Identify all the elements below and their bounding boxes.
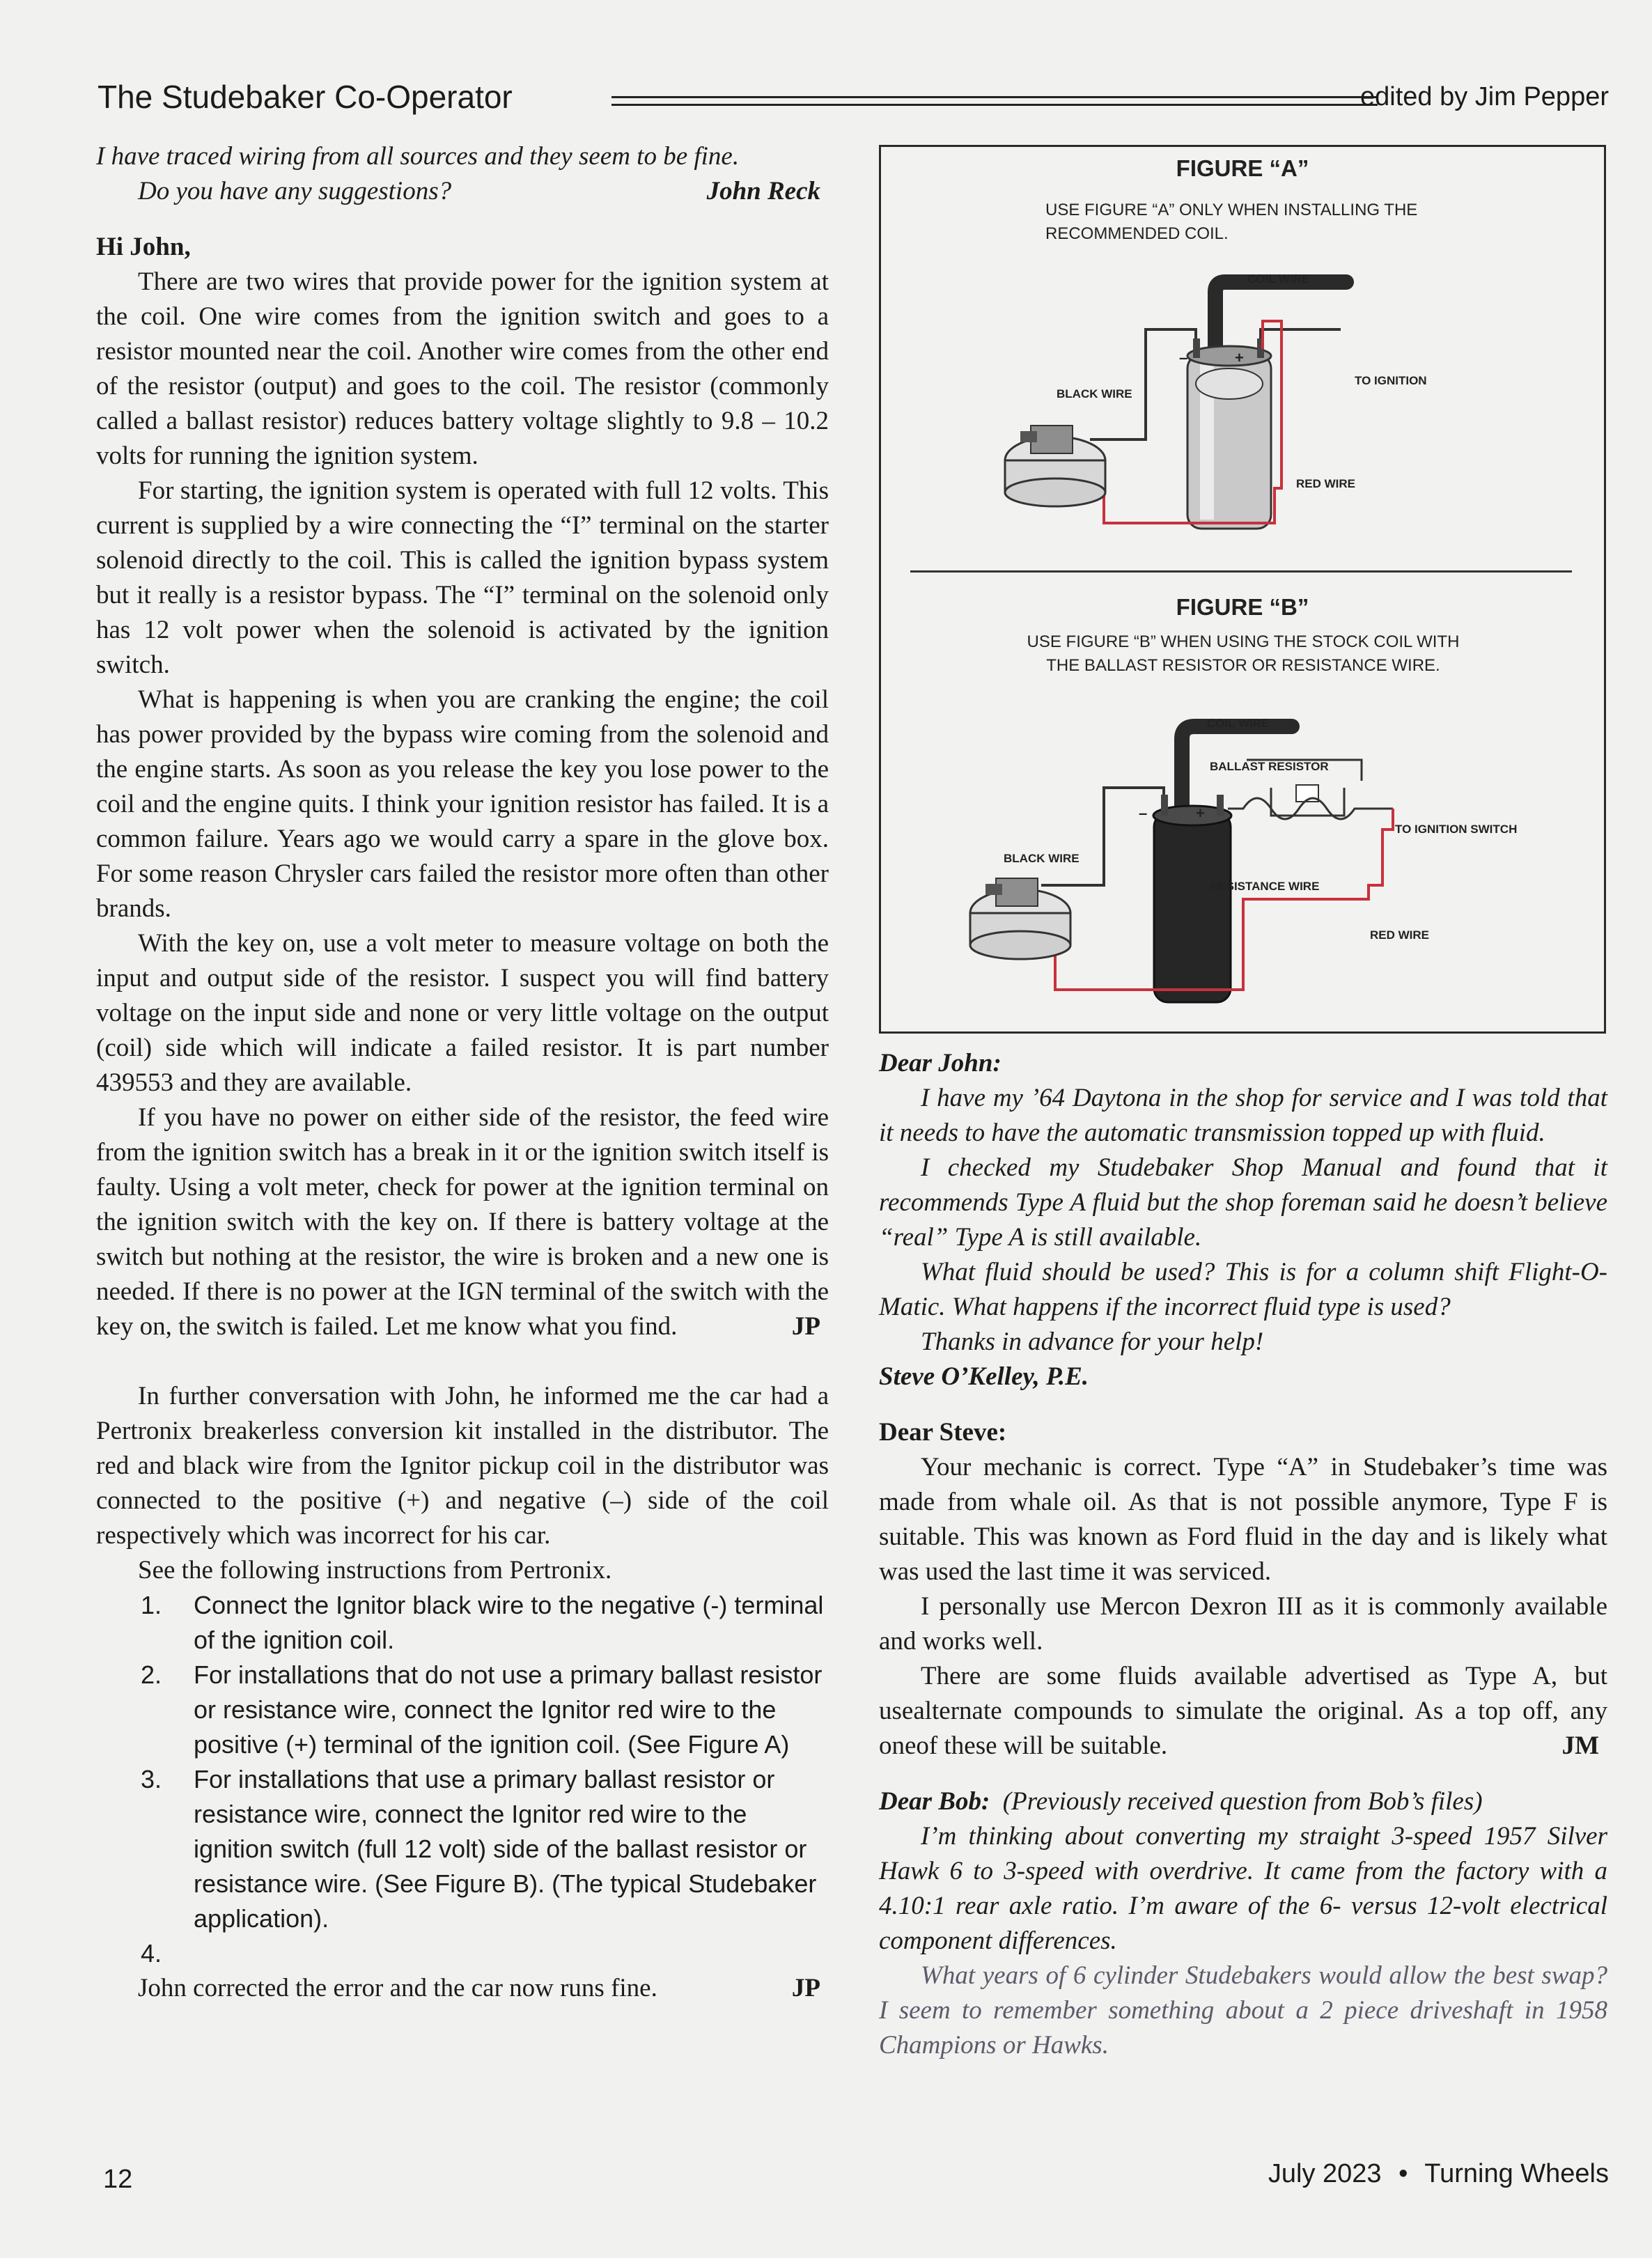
issue-footer — [1268, 2159, 1609, 2189]
minus-sign: – — [1139, 804, 1148, 822]
letter-signature: Steve O’Kelley, P.E. — [879, 1362, 1089, 1391]
letter-paragraph: What fluid should be used? This is for a column shift Flight-O-Matic. What happens if the incorrect fluid type is used? — [879, 1258, 1607, 1321]
reply-paragraph: There are some fluids available advertised as Type A, but usealternate compounds to simulate the original. As a top off, any oneof these will be suitable. JM — [879, 1659, 1607, 1763]
followup-paragraph: In further conversation with John, he informed me the car had a Pertronix breakerless conversion kit installed in the distributor. The red and black wire from the Ignitor pickup coil in the distributor was connected to the positive (+) and negative (–) side of the coil respectively which was incorrect for his car. — [96, 1382, 829, 1550]
plus-sign: + — [1196, 804, 1205, 822]
reply-greeting: Hi John, — [96, 233, 191, 261]
letter-note: (Previously received question from Bob’s files) — [1002, 1787, 1483, 1816]
ignition-wire-shape — [1261, 329, 1341, 338]
closing-paragraph: John corrected the error and the car now runs fine. JP — [96, 1971, 829, 2006]
question-signature-row — [96, 174, 829, 209]
left-column — [96, 139, 829, 2006]
reply-paragraph: Your mechanic is correct. Type “A” in Studebaker’s time was made from whale oil. As that is not possible anymore, Type F is suitable. This was known as Ford fluid in the day and is likely what was used the last time it was serviced. — [879, 1453, 1607, 1586]
plus-sign: + — [1235, 349, 1244, 366]
reply-greeting: Dear Steve: — [879, 1418, 1007, 1447]
figure-a-diagram — [881, 251, 1604, 544]
letter-paragraph: I’m thinking about converting my straight 3-speed 1957 Silver Hawk 6 to 3-speed with overdrive. It came from the factory with a 4.10:1 rear axle ratio. I’m aware of the 6- versus 12-volt electrical component differences. — [879, 1822, 1607, 1955]
reply-paragraph: There are two wires that provide power for the ignition system at the coil. One wire comes from the ignition switch and goes to a resistor mounted near the coil. Another wire comes from the other end of the resistor (output) and goes to the coil. The resistor (commonly called a ballast resistor) reduces battery voltage slightly to 9.8 – 10.2 volts for running the ignition system. — [96, 267, 829, 470]
black-wire-label: BLACK WIRE — [1057, 387, 1132, 400]
wiring-figure-box — [879, 145, 1606, 1034]
reply-signature: JP — [791, 1974, 820, 2002]
reply-paragraph: For starting, the ignition system is operated with full 12 volts. This current is supplied by a wire connecting the “I” terminal on the starter solenoid directly to the coil. This is called the ignition bypass system but it really is a resistor bypass. The “I” terminal on the solenoid only has 12 volt power when the solenoid is activated by the ignition switch. — [96, 476, 829, 679]
coil-wire-label: COIL WIRE — [1207, 717, 1270, 730]
list-item: 1. Connect the Ignitor black wire to the negative (-) terminal of the ignition coil. — [141, 1591, 824, 1654]
minus-sign: – — [1179, 349, 1188, 366]
question-line: I have traced wiring from all sources and they seem to be fine. — [96, 142, 740, 171]
letter-greeting: Dear John: — [879, 1049, 1002, 1077]
figure-b-title: FIGURE “B” — [1176, 594, 1309, 620]
letter-signature: John Reck — [706, 177, 820, 205]
page-number: 12 — [103, 2165, 133, 2194]
magazine-name: Turning Wheels — [1424, 2159, 1609, 2188]
right-column — [879, 1046, 1607, 2063]
header-rule — [611, 96, 1378, 106]
column-editor: edited by Jim Pepper — [1360, 82, 1609, 111]
instruction-list — [96, 1588, 829, 1971]
red-wire-label: RED WIRE — [1296, 477, 1355, 490]
reply-paragraph: What is happening is when you are cranking the engine; the coil has power provided by the bypass wire coming from the solenoid and the engine starts. As soon as you release the key you lose power to the coil and the engine quits. I think your ignition resistor has failed. It is a common failure. Years ago we would carry a spare in the glove box. For some reason Chrysler cars failed the resistor more often than other brands. — [96, 685, 829, 923]
footer-bullet: • — [1398, 2159, 1408, 2188]
to-ignition-switch-label: TO IGNITION SWITCH — [1395, 823, 1518, 836]
figure-b-diagram — [881, 690, 1604, 1018]
coil-badge-shape — [1196, 368, 1263, 399]
figure-separator — [910, 570, 1572, 573]
figure-a-note: USE FIGURE “A” ONLY WHEN INSTALLING THE RECOMMENDED COIL. — [1045, 201, 1418, 243]
question-line: Do you have any suggestions? — [138, 177, 452, 205]
letter-paragraph: I have my ’64 Daytona in the shop for service and I was told that it needs to have the automatic transmission topped up with fluid. — [879, 1084, 1607, 1147]
page-header — [98, 78, 1609, 127]
black-wire-shape — [1090, 329, 1196, 439]
letter-paragraph: Thanks in advance for your help! — [921, 1327, 1264, 1356]
letter-paragraph: I checked my Studebaker Shop Manual and found that it recommends Type A fluid but the shop foreman said he doesn’t believe “real” Type A is still available. — [879, 1153, 1607, 1252]
reply-paragraph: I personally use Mercon Dexron III as it is commonly available and works well. — [879, 1592, 1607, 1656]
resistance-wire-label: RESISTANCE WIRE — [1210, 880, 1320, 893]
list-item: 4. — [141, 1939, 162, 1968]
letter-paragraph: What years of 6 cylinder Studebakers would allow the best swap? I seem to remember something about a 2 piece driveshaft in 1958 Champions or Hawks. — [879, 1961, 1607, 2060]
reply-paragraph — [96, 1100, 829, 1344]
black-wire-shape — [1041, 788, 1164, 885]
letter-greeting-line — [879, 1784, 1607, 1819]
reply-paragraph-text: If you have no power on either side of the resistor, the feed wire from the ignition switch has a break in it or the ignition switch itself is faulty. Using a volt meter, check for power at the ignition terminal on the ignition switch with the key on. If there is battery voltage at the switch but nothing at the resistor, the wire is broken and a new one is needed. If there is no power at the IGN terminal of the switch with the key on, the switch is failed. Let me know what you find. — [96, 1103, 829, 1341]
coil-wire-label: COIL WIRE — [1247, 272, 1310, 286]
distributor-bottom-shape — [970, 931, 1070, 959]
black-wire-label: BLACK WIRE — [1004, 852, 1080, 865]
distributor-connector-shape — [1020, 431, 1037, 442]
column-title: The Studebaker Co-Operator — [98, 79, 513, 115]
followup-paragraph: See the following instructions from Pertronix. — [138, 1556, 612, 1585]
figure-a-title: FIGURE “A” — [1176, 155, 1309, 181]
letter-greeting: Dear Bob: — [879, 1787, 990, 1816]
distributor-connector-shape — [985, 884, 1002, 895]
reply-signature: JP — [791, 1312, 820, 1341]
ballast-resistor-label: BALLAST RESISTOR — [1210, 760, 1329, 773]
red-wire-label: RED WIRE — [1370, 928, 1429, 942]
issue-date: July 2023 — [1268, 2159, 1382, 2188]
negative-terminal-shape — [1193, 338, 1200, 358]
coil-body-shape — [1154, 813, 1231, 1002]
list-item: 2. For installations that do not use a primary ballast resistor or resistance wire, connect the Ignitor red wire to the positive (+) terminal of the ignition coil. (See Figure A) — [141, 1660, 823, 1759]
list-item: 3. For installations that use a primary ballast resistor or resistance wire, connect the Ignitor red wire to the ignition switch (full 12 volt) side of the ballast resistor or resistance wire. (See Figure B). (The typical Studebaker application). — [141, 1765, 817, 1933]
figure-b-note: USE FIGURE “B” WHEN USING THE STOCK COIL WITH THE BALLAST RESISTOR OR RESISTANCE WIRE. — [1027, 632, 1460, 675]
distributor-bottom-shape — [1005, 478, 1105, 506]
negative-terminal-shape — [1161, 795, 1168, 816]
to-ignition-label: TO IGNITION — [1355, 374, 1427, 387]
reply-signature: JM — [1561, 1731, 1599, 1760]
reply-paragraph: With the key on, use a volt meter to measure voltage on both the input and output side of the resistor. I suspect you will find battery voltage on the input side and none or very little voltage on the output (coil) side which will indicate a failed resistor. It is part number 439553 and they are available. — [96, 929, 829, 1097]
positive-terminal-shape — [1217, 795, 1224, 816]
